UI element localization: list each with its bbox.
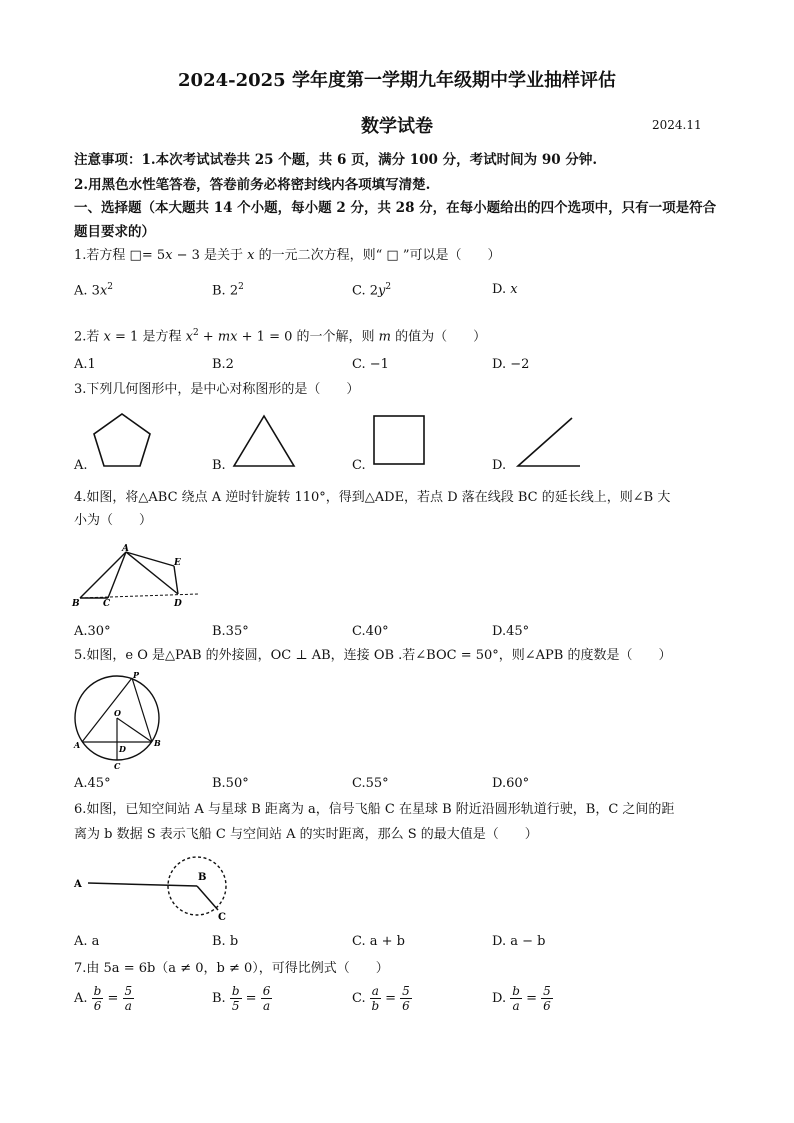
exam-title: 2024-2025 学年度第一学期九年级期中学业抽样评估 [178, 70, 616, 91]
circumcircle-figure [70, 666, 170, 770]
q6-label-b: B [198, 872, 207, 883]
question-2-stem [74, 321, 724, 349]
q7-option-b[interactable] [212, 984, 272, 1013]
q7-c-left-fraction [370, 984, 381, 1013]
q7-b-eq: = [245, 991, 257, 1006]
q1-a-var: x [99, 283, 108, 299]
q1-var-x2: x [247, 248, 255, 263]
q7-c-ld: b [371, 999, 380, 1013]
q7-d-label: D. [492, 991, 507, 1006]
q1-b-exp: 2 [238, 282, 244, 292]
q1-a-text: A. 3 [74, 283, 100, 299]
notes-line-1: 注意事项：1.本次考试试卷共 25 个题，共 6 页，满分 100 分，考试时间为 90 分钟. [74, 152, 598, 168]
q4-label-c: C [103, 599, 111, 609]
q2-t-h: + 1 = 0 的一个解，则 [237, 329, 379, 345]
q4-option-a[interactable]: A.30° [74, 624, 111, 639]
question-4-options [74, 624, 724, 644]
q3-option-a[interactable]: A. [74, 458, 88, 473]
q7-option-d[interactable] [492, 984, 553, 1013]
q7-d-left-fraction [510, 984, 522, 1013]
q1-option-a[interactable] [74, 282, 113, 298]
q1-text-c: − 3 是关于 [172, 248, 248, 263]
q2-t-j: 的值为（ ） [390, 329, 487, 345]
q5-option-c[interactable]: C.55° [352, 776, 389, 791]
q1-text-e: 的一元二次方程，则“ □ ”可以是（ ） [254, 248, 501, 263]
q7-b-right-fraction [261, 984, 273, 1013]
q7-c-label: C. [352, 991, 366, 1006]
pentagon-figure [90, 410, 155, 470]
q2-t-a: 2.若 [74, 329, 104, 345]
q5-label-p: P [133, 670, 140, 680]
square-figure [370, 412, 430, 468]
q7-option-c[interactable] [352, 984, 412, 1013]
section-1-heading: 一、选择题（本大题共 14 个小题，每小题 2 分，共 28 分，在每小题给出的四个选项中，只有一项是符合题目要求的） [74, 200, 717, 240]
q1-a-exp: 2 [107, 282, 114, 292]
q7-option-a[interactable] [74, 984, 134, 1013]
q7-b-rd: a [262, 999, 271, 1013]
question-4-stem-line-2: 小为（ ） [74, 513, 153, 528]
q4-option-d[interactable]: D.45° [492, 624, 530, 639]
q7-c-eq: = [385, 991, 396, 1006]
question-4-stem-line-1: 4.如图，将△ABC 绕点 A 逆时针旋转 110°，得到△ADE，若点 D 落在线段 BC 的延长线上，则∠B 大 [74, 490, 671, 505]
q5-label-a: A [74, 740, 81, 750]
q7-a-left-fraction [92, 984, 104, 1013]
q1-c-text: C. 2 [352, 283, 379, 299]
q7-c-rn: 5 [402, 984, 410, 998]
q1-c-exp: 2 [385, 282, 392, 292]
q7-d-eq: = [526, 991, 537, 1006]
q1-b-text: B. 2 [212, 283, 239, 299]
q5-label-c: C [114, 761, 121, 770]
q7-b-label: B. [212, 991, 226, 1006]
q7-c-rd: 6 [402, 999, 410, 1013]
q2-option-b[interactable]: B.2 [212, 357, 234, 372]
q2-t-b: x [103, 329, 111, 345]
q7-a-ln: b [93, 984, 102, 998]
q2-t-c: = 1 是方程 [110, 329, 186, 345]
q6-option-b[interactable]: B. b [212, 934, 239, 949]
question-5-options [74, 776, 724, 796]
question-1-stem [74, 244, 724, 268]
q5-label-o: O [114, 708, 121, 718]
q1-text-a: 1.若方程 □= 5 [74, 248, 166, 263]
q7-a-rd: a [124, 999, 132, 1013]
question-6-stem-line-1: 6.如图，已知空间站 A 与星球 B 距离为 a，信号飞船 C 在星球 B 附近沿圆形轨道行驶，B，C 之间的距 [74, 802, 675, 817]
q7-d-ld: a [512, 999, 520, 1013]
q7-d-rd: 6 [543, 999, 551, 1013]
question-5-stem: 5.如图，e O 是△PAB 的外接圆，OC ⊥ AB，连接 OB .若∠BOC = 50°，则∠APB 的度数是（ ） [74, 648, 672, 663]
q7-c-ln: a [371, 984, 379, 998]
q1-option-d[interactable] [492, 282, 518, 297]
q7-c-right-fraction [400, 984, 412, 1013]
q5-label-b: B [154, 738, 161, 748]
question-7-options [74, 984, 724, 1018]
q4-label-b: B [72, 599, 80, 609]
question-3-stem: 3.下列几何图形中，是中心对称图形的是（ ） [74, 382, 360, 397]
q7-d-right-fraction [541, 984, 553, 1013]
q1-option-b[interactable] [212, 282, 244, 298]
q2-option-d[interactable]: D. −2 [492, 357, 530, 372]
q1-c-var: y [378, 283, 386, 299]
q4-label-a: A [122, 544, 129, 554]
q7-d-rn: 5 [543, 984, 551, 998]
q3-option-c[interactable]: C. [352, 458, 366, 473]
q7-a-label: A. [74, 991, 88, 1006]
q5-option-d[interactable]: D.60° [492, 776, 530, 791]
q2-t-g: mx [217, 329, 238, 345]
q7-a-rn: 5 [124, 984, 133, 998]
q4-label-e: E [174, 558, 181, 568]
triangle-figure [230, 412, 300, 472]
q2-t-f: + [198, 329, 218, 345]
q1-d-text: D. [492, 282, 511, 297]
rotation-figure [70, 540, 205, 612]
q1-option-c[interactable] [352, 282, 391, 298]
space-station-figure [70, 850, 235, 925]
q6-label-a: A [74, 879, 82, 890]
q7-a-ld: 6 [93, 999, 102, 1013]
exam-subtitle: 数学试卷 [361, 116, 433, 137]
q4-option-c[interactable]: C.40° [352, 624, 389, 639]
q2-t-i: m [378, 329, 391, 345]
question-1-options [74, 282, 724, 302]
q7-b-left-fraction [230, 984, 242, 1013]
q6-option-a[interactable]: A. a [74, 934, 100, 949]
q1-var-x: x [165, 248, 173, 263]
q7-d-ln: b [512, 984, 520, 998]
q7-b-ln: b [231, 984, 240, 998]
question-6-stem-line-2: 离为 b 数据 S 表示飞船 C 与空间站 A 的实时距离，那么 S 的最大值是（ ） [74, 827, 538, 842]
q5-label-d: D [119, 744, 126, 754]
q4-label-d: D [174, 599, 182, 609]
q3-option-d[interactable]: D. [492, 458, 507, 473]
q6-label-c: C [218, 912, 226, 923]
q1-d-var: x [510, 282, 518, 297]
q7-a-eq: = [107, 991, 119, 1006]
q5-option-a[interactable]: A.45° [74, 776, 111, 791]
q6-option-d[interactable]: D. a − b [492, 934, 546, 949]
q2-t-e: 2 [192, 328, 199, 338]
q6-option-c[interactable]: C. a + b [352, 934, 405, 949]
q4-option-b[interactable]: B.35° [212, 624, 249, 639]
exam-date: 2024.11 [652, 118, 702, 132]
angle-figure [508, 412, 584, 470]
notes-line-2: 2.用黑色水性笔答卷，答卷前务必将密封线内各项填写清楚. [74, 177, 431, 193]
q2-option-c[interactable]: C. −1 [352, 357, 389, 372]
q2-t-d: x [185, 329, 193, 345]
q7-a-right-fraction [123, 984, 135, 1013]
q7-b-rn: 6 [262, 984, 271, 998]
question-6-options [74, 934, 724, 954]
q2-option-a[interactable]: A.1 [74, 357, 96, 372]
q5-option-b[interactable]: B.50° [212, 776, 249, 791]
q7-b-ld: 5 [231, 999, 240, 1013]
question-7-stem: 7.由 5a = 6b（a ≠ 0，b ≠ 0），可得比例式（ ） [74, 961, 389, 976]
q3-option-b[interactable]: B. [212, 458, 226, 473]
question-2-options [74, 357, 724, 377]
